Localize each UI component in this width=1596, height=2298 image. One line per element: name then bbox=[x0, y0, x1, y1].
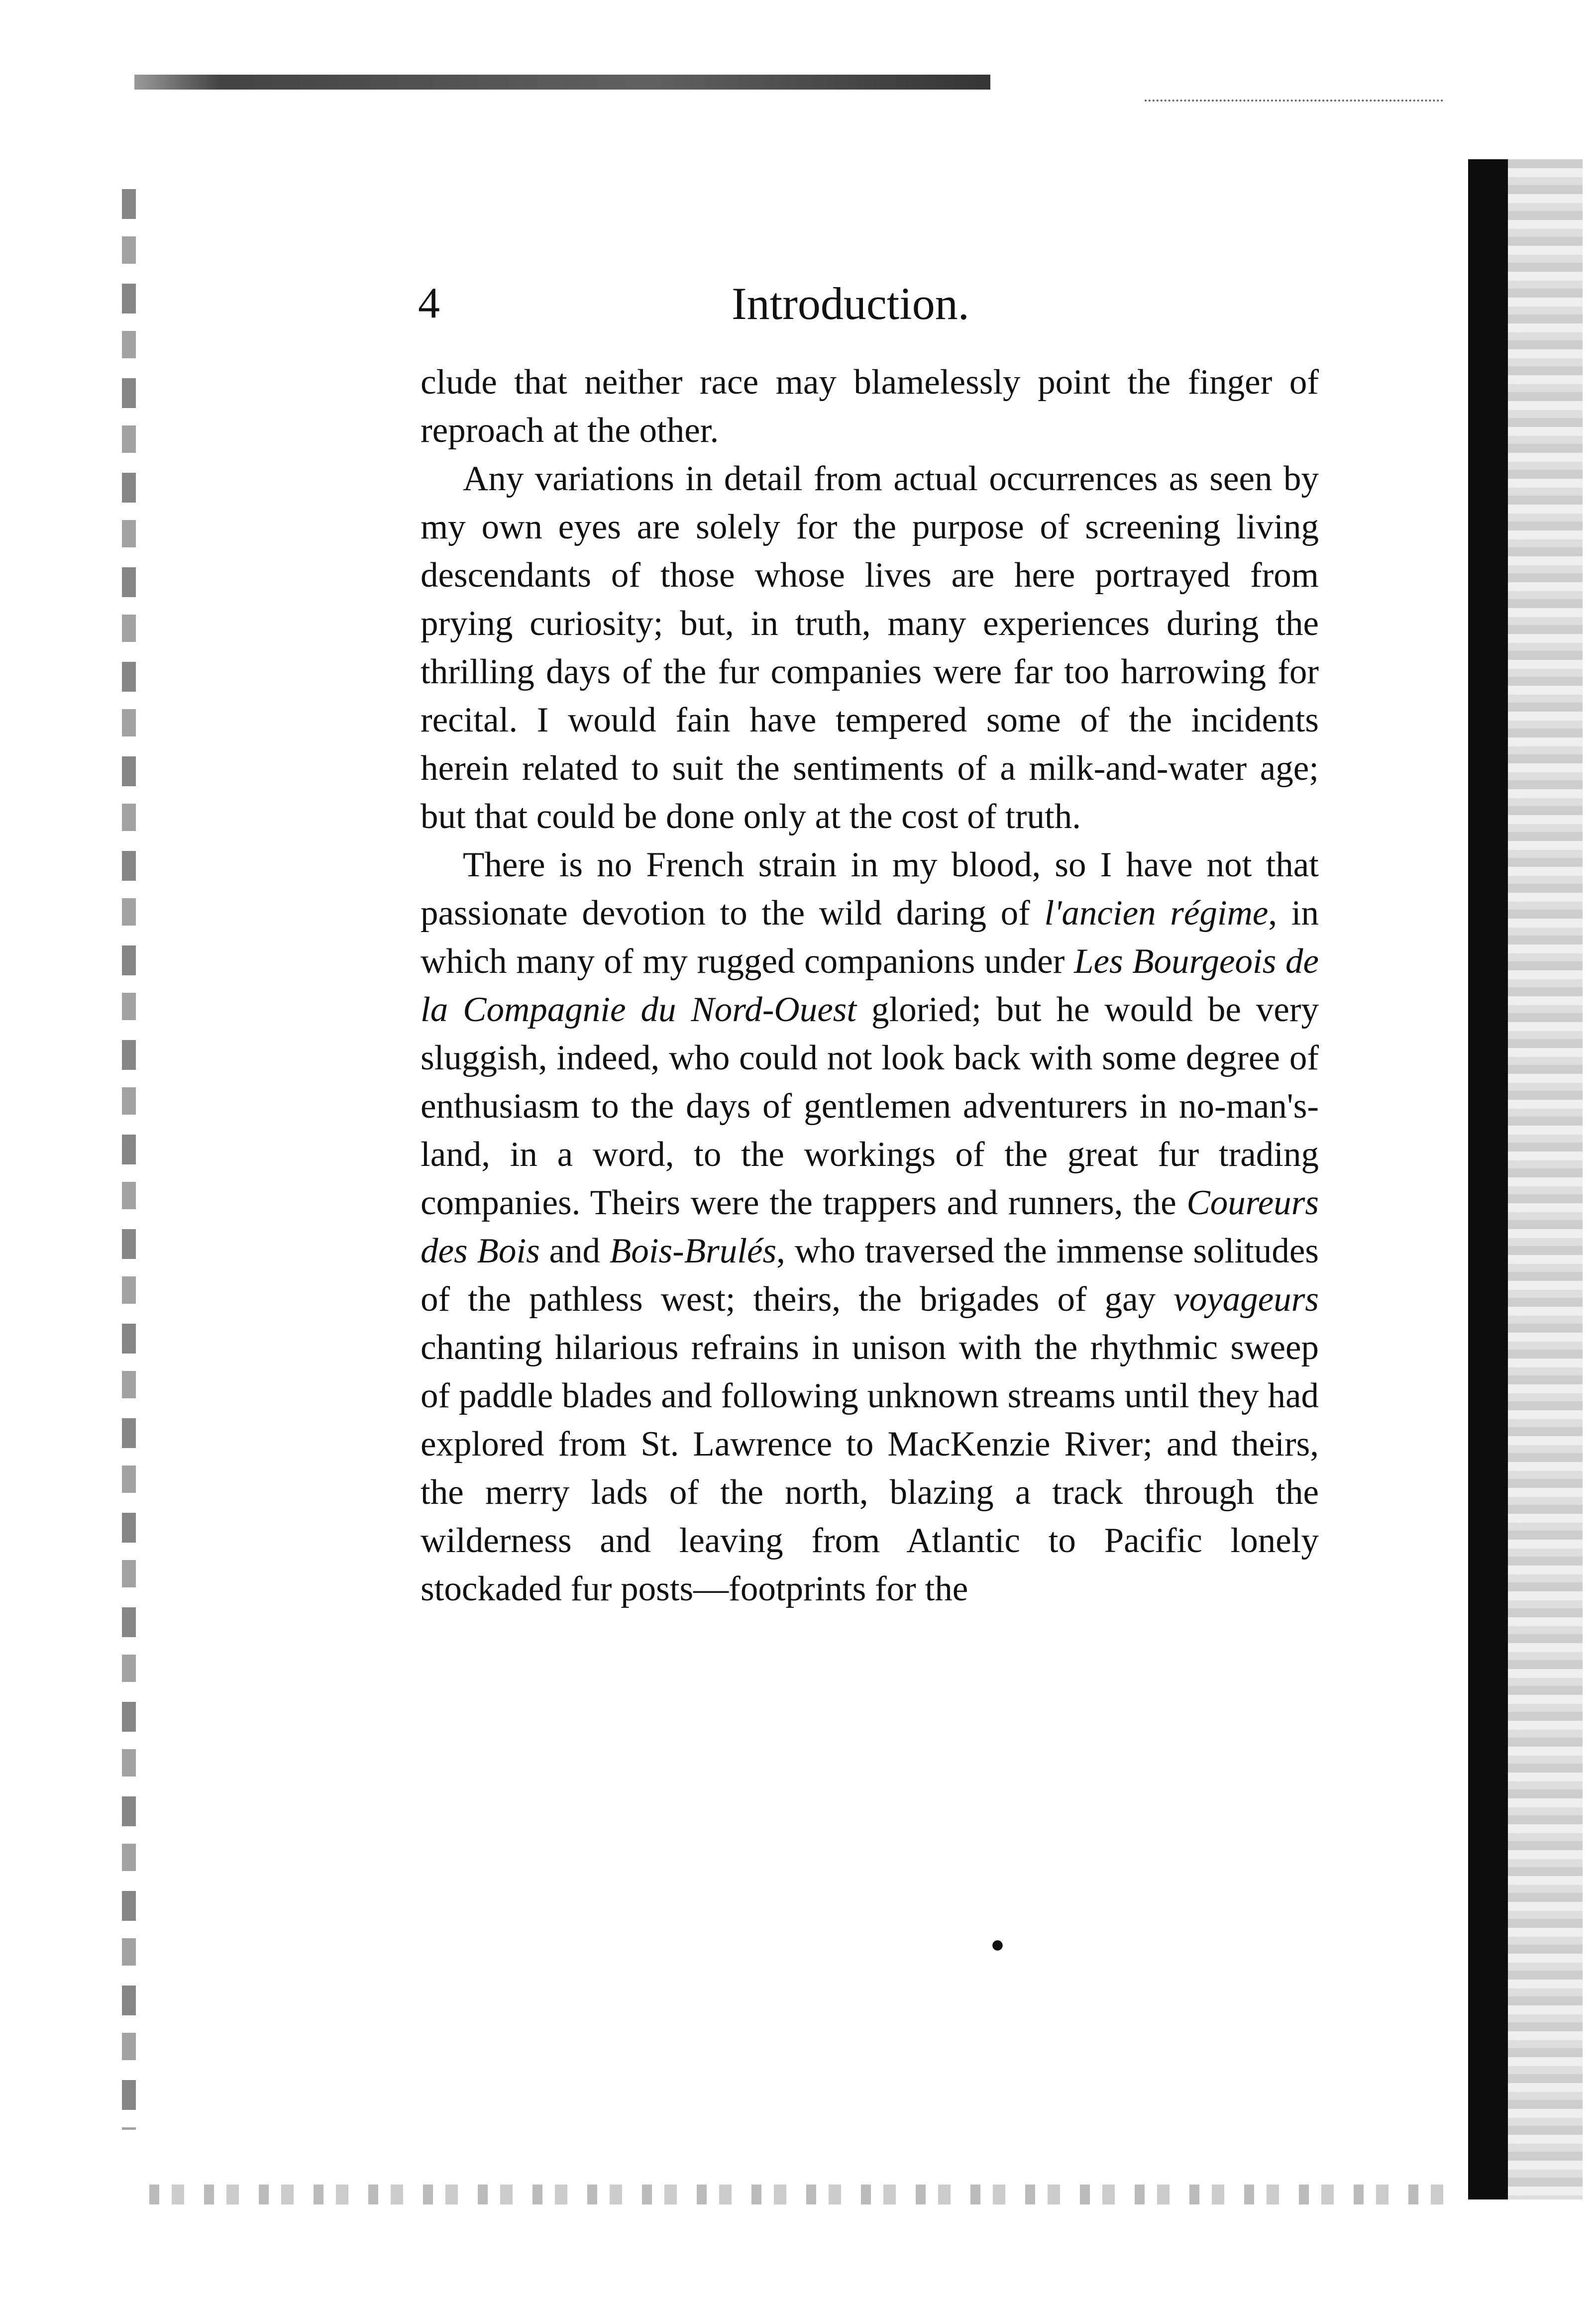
paragraph-3-text-3: gloried; but he would be very sluggish, indeed, who could not look back with some degree of enthusiasm to the days of gentlemen adventurers in no-man's-land, in a word, to the workings of the great fur trading companies. Theirs were the trappers and runners, the bbox=[421, 990, 1319, 1222]
page-header bbox=[418, 276, 1314, 331]
paragraph-3-text-5: , who traversed the immense solitudes of the pathless west; theirs, the brigades of gay bbox=[421, 1232, 1319, 1319]
paragraph-2: Any variations in detail from actual occurrences as seen by my own eyes are solely for the purpose of screening living descendants of those whose lives are here portrayed from prying curiosity; but, in truth, many experiences during the thrilling days of the fur companies were far too harrowing for recital. I would fain have tempered some of the incidents herein related to suit the sentiments of a milk-and-water age; but that could be done only at the cost of truth. bbox=[421, 459, 1319, 836]
paragraph-3-text-2: , in which many of my rugged companions under bbox=[421, 894, 1319, 981]
paragraph-3-text-4: and bbox=[539, 1232, 610, 1270]
running-title: Introduction. bbox=[732, 278, 969, 329]
scan-edge-top-right bbox=[1145, 100, 1443, 105]
paragraph-3-text-6: chanting hilarious refrains in unison with the rhythmic sweep of paddle blades and following unknown streams until they had explored from St. Lawrence to MacKenzie River; and theirs, the merry lads of the north, blazing a track through the wilderness and leaving from Atlantic to Pacific lonely stockaded fur posts—footprints for the bbox=[421, 1328, 1319, 1608]
paragraph-3-text-1: There is no French strain in my blood, so I have not that passionate devotion to the wild daring of bbox=[421, 845, 1319, 933]
paragraph-3 bbox=[421, 841, 1319, 1613]
scan-edge-top bbox=[134, 75, 990, 90]
paragraph-1: clude that neither race may blamelessly point the finger of reproach at the other. bbox=[421, 363, 1319, 450]
scan-edge-right bbox=[1468, 159, 1508, 2199]
paragraph-3-italic-4: Bois-Brulés bbox=[609, 1232, 777, 1270]
paragraph-3-italic-3: Coureurs des Bois bbox=[421, 1183, 1319, 1270]
paragraph-3-italic-5: voyageurs bbox=[1173, 1280, 1319, 1319]
body-text bbox=[421, 358, 1319, 1613]
paragraph-3-italic-2: Les Bourgeois de la Compagnie du Nord-Ouest bbox=[421, 942, 1319, 1029]
scan-edge-bottom bbox=[149, 2185, 1453, 2204]
scan-edge-left bbox=[122, 189, 136, 2130]
paragraph-3-italic-1: l'ancien régime bbox=[1044, 894, 1269, 933]
scan-edge-right-texture bbox=[1508, 159, 1583, 2199]
page-number: 4 bbox=[418, 279, 440, 327]
ink-spot: ● bbox=[990, 1931, 1005, 1958]
